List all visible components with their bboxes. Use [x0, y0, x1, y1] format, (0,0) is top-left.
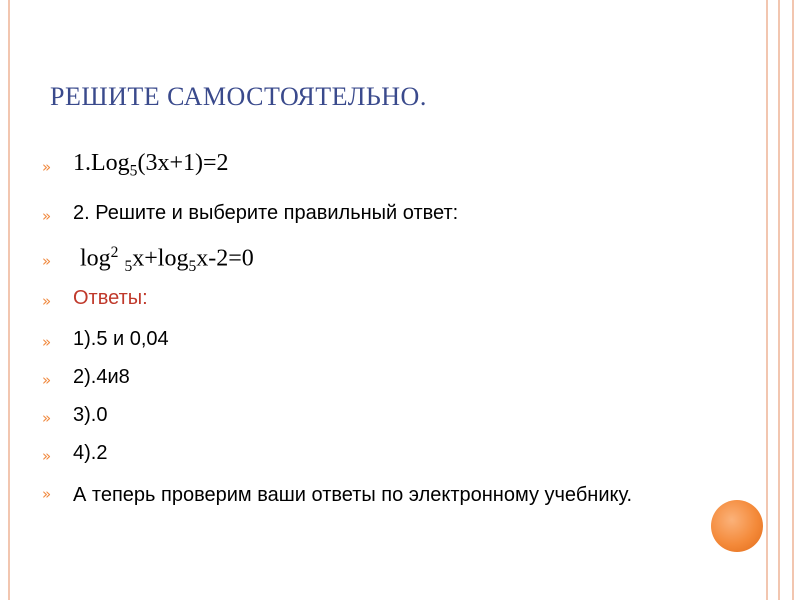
equation-1: 1.Log$_5$(3x+1)=2: [73, 150, 229, 180]
right-border-line-2: [778, 0, 780, 600]
bullet-icon: »: [42, 158, 52, 176]
bullet-icon: »: [42, 252, 52, 270]
right-border-line-3: [792, 0, 794, 600]
answer-2: 2).4и8: [73, 366, 130, 388]
task-2-text: 2. Решите и выберите правильный ответ:: [73, 202, 459, 224]
equation-2: $\log^2 _5x+\log_5x-2=0$: [80, 244, 254, 276]
bullet-icon: »: [42, 207, 52, 225]
right-border-line-1: [766, 0, 768, 600]
bullet-icon: »: [42, 292, 52, 310]
bullet-icon: »: [42, 371, 52, 389]
answer-4: 4).2: [73, 442, 108, 464]
bullet-icon: »: [42, 333, 52, 351]
bullet-icon: »: [42, 485, 52, 503]
closing-text: А теперь проверим ваши ответы по электронному учебнику.: [73, 484, 633, 506]
answer-1: 1).5 и 0,04: [73, 328, 169, 350]
answers-label: Ответы:: [73, 287, 148, 309]
left-border-line: [8, 0, 10, 600]
decorative-circle: [711, 500, 763, 552]
slide-title: РЕШИТЕ САМОСТОЯТЕЛЬНО.: [50, 82, 427, 111]
bullet-icon: »: [42, 447, 52, 465]
bullet-icon: »: [42, 409, 52, 427]
answer-3: 3).0: [73, 404, 108, 426]
